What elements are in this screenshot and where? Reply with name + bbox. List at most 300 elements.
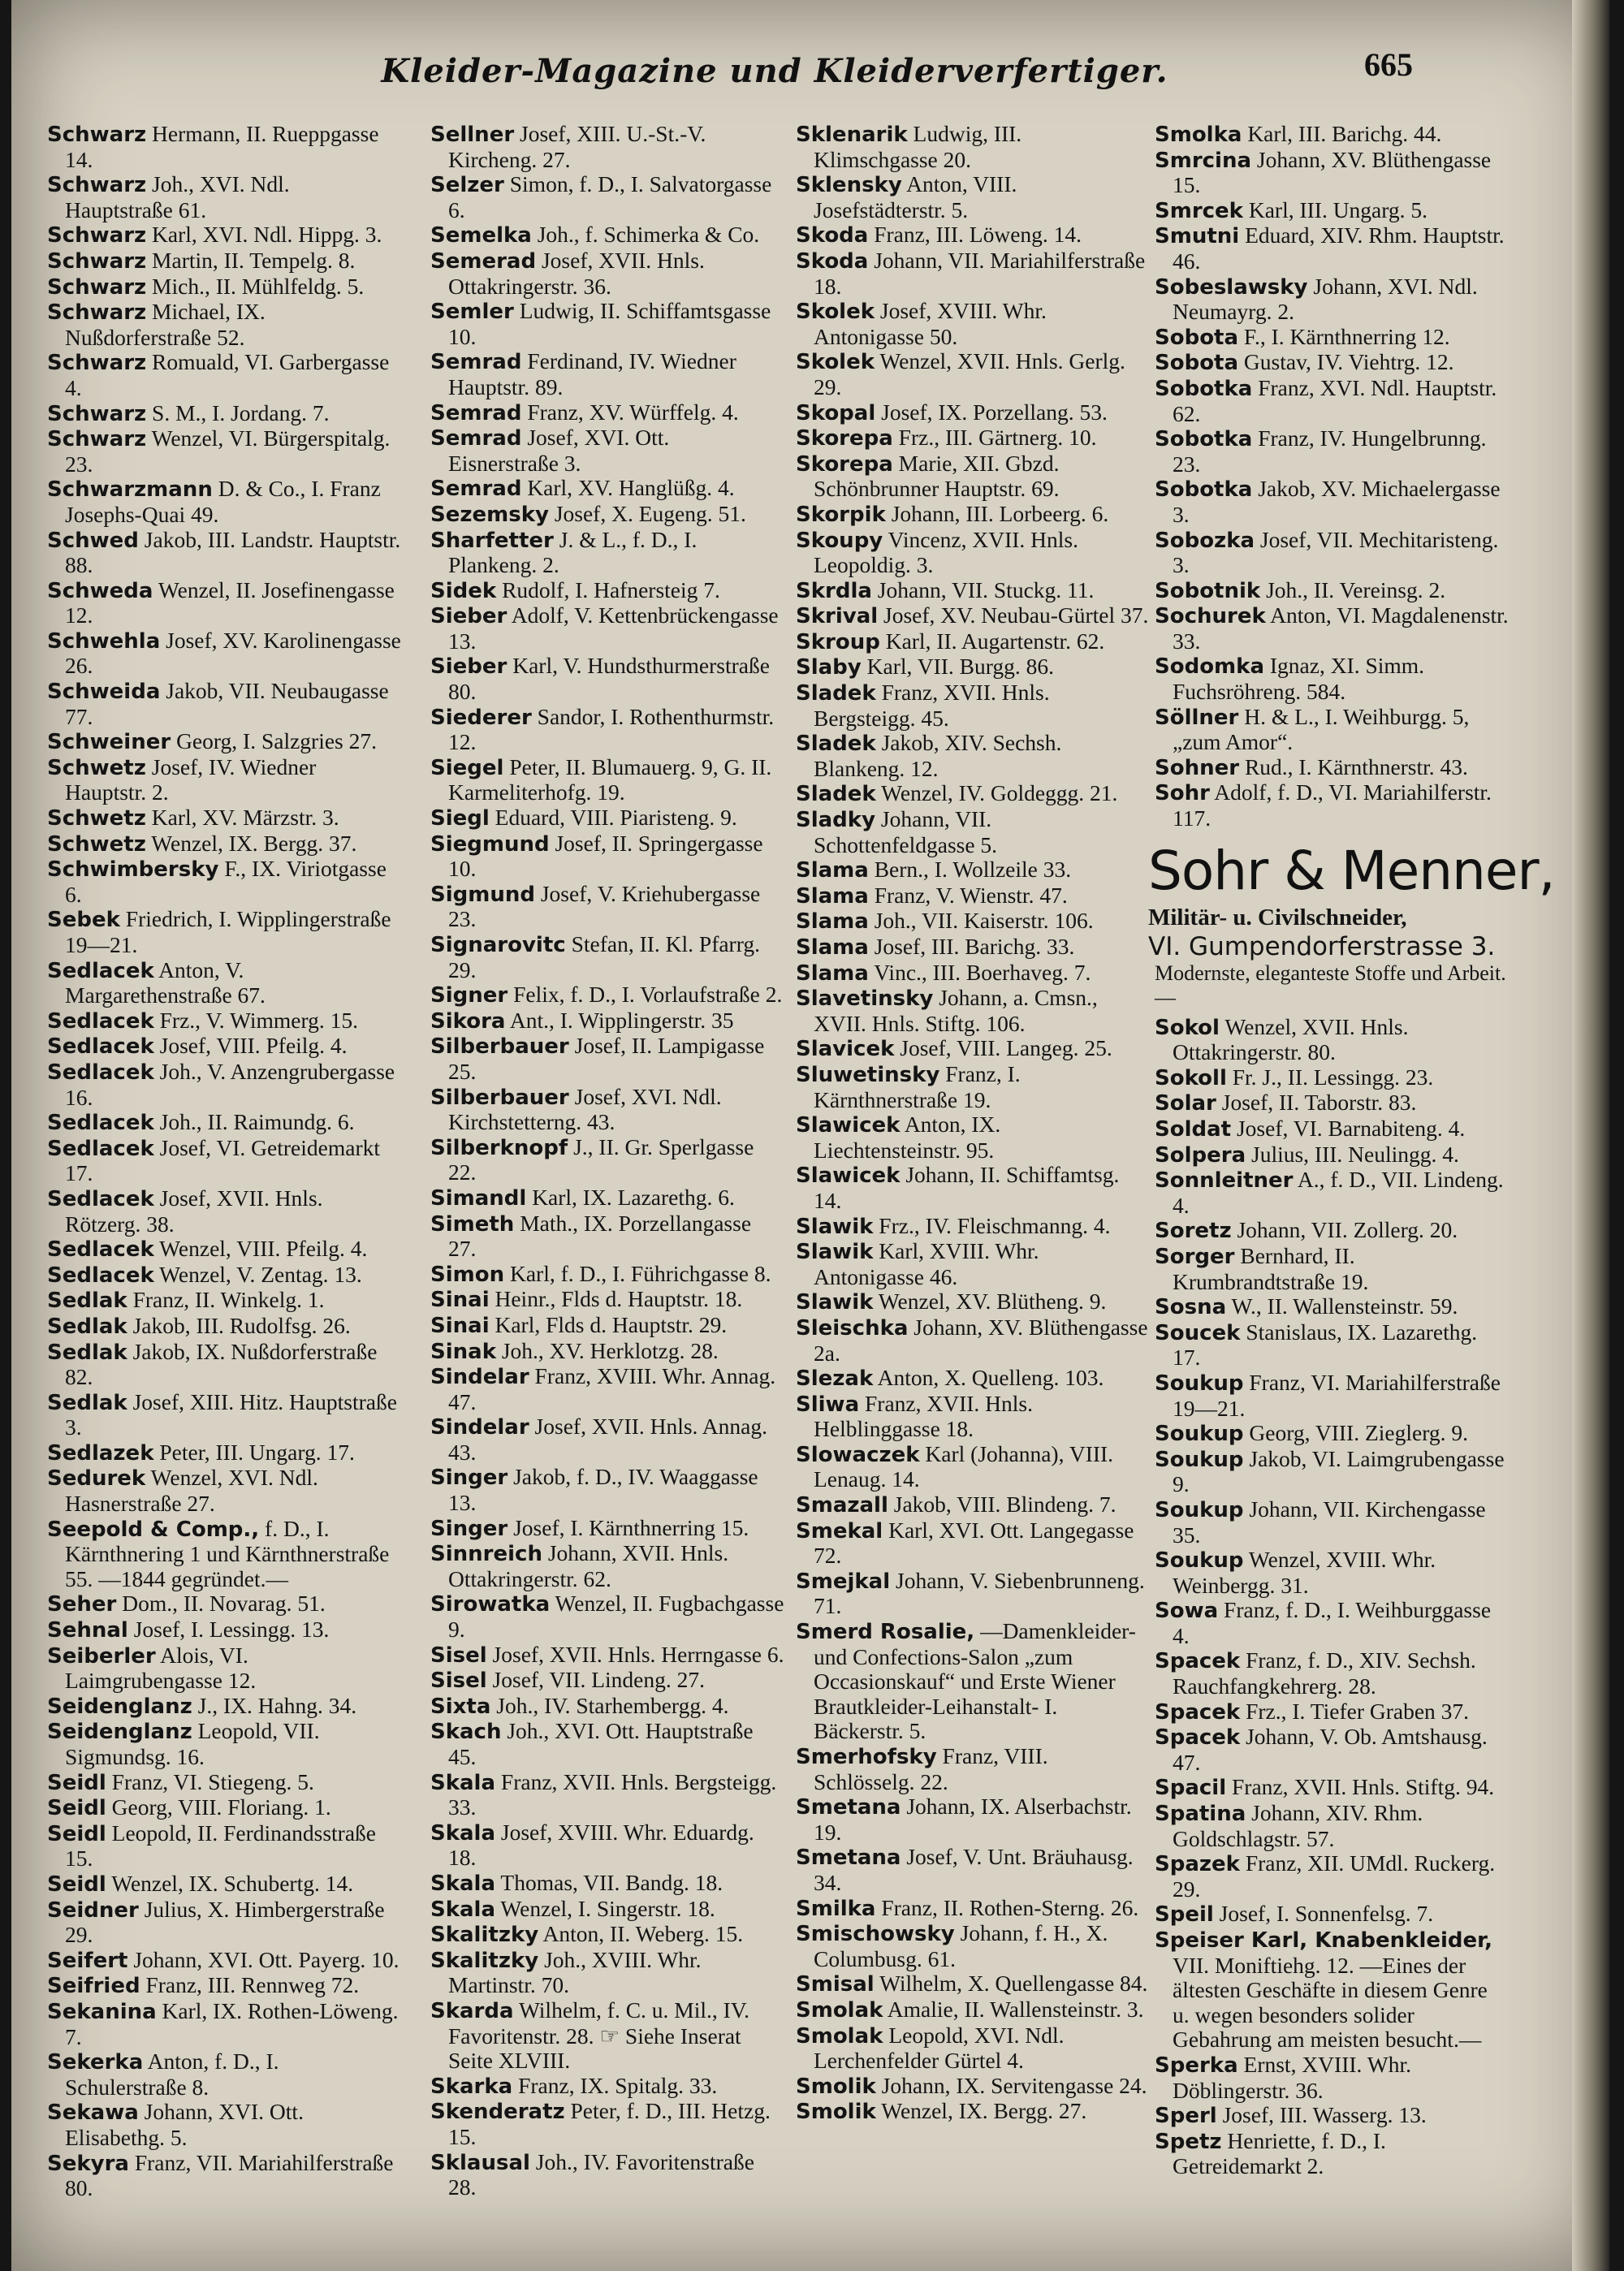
directory-entry <box>430 1262 784 1288</box>
directory-entry <box>47 1770 401 1796</box>
directory-entry <box>430 349 784 399</box>
entry-surname: Sobota <box>1155 351 1239 376</box>
directory-entry <box>430 1871 784 1897</box>
directory-entry <box>1155 1116 1509 1142</box>
directory-entry <box>796 1214 1150 1240</box>
directory-entry <box>796 1569 1150 1619</box>
directory-entry <box>47 1617 401 1643</box>
entry-surname: Schweda <box>47 578 153 603</box>
directory-entry <box>1155 274 1509 325</box>
entry-details: Adolf, f. D., VI. Mariahilferstr. 117. <box>1173 779 1492 831</box>
directory-entry <box>430 1668 784 1694</box>
entry-details: Romuald, VI. Garbergasse 4. <box>65 349 390 400</box>
entry-surname: Skach <box>430 1720 502 1745</box>
entry-surname: Slama <box>796 883 869 909</box>
entry-details: Johann, VII. Stuckg. 11. <box>877 576 1095 602</box>
entry-details: Johann, VII. Schottenfeldgasse 5. <box>814 806 998 857</box>
directory-entry <box>47 1719 401 1769</box>
advertisement <box>1148 839 1555 1010</box>
entry-details: Anton, f. D., I. Schulerstraße 8. <box>65 2049 279 2100</box>
entry-surname: Skala <box>430 1820 496 1846</box>
directory-entry <box>430 1465 784 1515</box>
directory-entry <box>47 1999 401 2049</box>
entry-details: Fr. J., II. Lessingg. 23. <box>1232 1064 1434 1090</box>
directory-entry <box>796 603 1150 629</box>
entry-surname: Semelka <box>430 223 532 248</box>
directory-entry <box>47 1517 401 1592</box>
entry-surname: Sochurek <box>1155 604 1266 629</box>
directory-entry <box>1155 1371 1509 1421</box>
entry-details: Joh., V. Anzengrubergasse 16. <box>65 1058 395 1110</box>
directory-entry <box>47 1288 401 1314</box>
entry-surname: Siegel <box>430 755 504 780</box>
entry-surname: Sonnleitner <box>1155 1168 1294 1194</box>
entry-details: Wilhelm, f. C. u. Mil., IV. Favoritenstr. 28. ☞ Siehe Inserat Seite XLVIII. <box>448 1997 750 2074</box>
directory-entry <box>796 857 1150 883</box>
directory-entry <box>47 222 401 248</box>
directory-entry <box>430 1998 784 2074</box>
entry-surname: Sokol <box>1155 1015 1220 1040</box>
advertisement-firm-name: Sohr & Menner, <box>1148 839 1555 902</box>
entry-details: Johann, XVI. Ott. Payerg. 10. <box>133 1946 400 1972</box>
entry-details: Franz, f. D., XIV. Sechsh. Rauchfangkehrerg. 28. <box>1173 1647 1476 1699</box>
directory-entry <box>430 1643 784 1669</box>
entry-details: Franz, XV. Würffelg. 4. <box>527 399 739 425</box>
entry-surname: Sidek <box>430 578 497 603</box>
directory-entry <box>1155 1294 1509 1320</box>
entry-details: Josef, XVII. Hnls. Herrngasse 6. <box>492 1641 784 1667</box>
entry-details: Karl, VII. Burgg. 86. <box>866 654 1055 680</box>
entry-details: Georg, VIII. Zieglerg. 9. <box>1249 1420 1468 1446</box>
entry-details: Josef, XVIII. Whr. Eduardg. 18. <box>448 1819 754 1871</box>
entry-details: Josef, V. Unt. Bräuhausg. 34. <box>814 1844 1134 1895</box>
directory-entry <box>430 1135 784 1185</box>
entry-details: Franz, III. Löweng. 14. <box>874 222 1082 248</box>
entry-surname: Seidenglanz <box>47 1694 192 1719</box>
directory-entry <box>1155 1725 1509 1775</box>
entry-surname: Skolek <box>796 350 875 375</box>
entry-details: Wenzel, IX. Bergg. 27. <box>881 2098 1087 2124</box>
entry-surname: Smischowsky <box>796 1922 955 1947</box>
directory-entry <box>1155 2129 1509 2179</box>
entry-details: Josef, II. Springergasse 10. <box>448 830 763 882</box>
entry-details: Wenzel, XVI. Ndl. Hasnerstraße 27. <box>65 1465 318 1517</box>
entry-surname: Schwarz <box>47 401 147 426</box>
directory-entry <box>47 755 401 805</box>
entry-surname: Sklausal <box>430 2150 530 2175</box>
directory-entry <box>430 1185 784 1211</box>
entry-surname: Solar <box>1155 1091 1216 1116</box>
entry-surname: Simeth <box>430 1211 515 1237</box>
entry-details: Ant., I. Wipplingerstr. 35 <box>509 1007 734 1033</box>
entry-surname: Smisal <box>796 1972 875 1997</box>
entry-surname: Sobotka <box>1155 427 1253 452</box>
directory-entry <box>1155 1142 1509 1168</box>
directory-entry <box>47 528 401 578</box>
entry-details: Josef, XVII. Hnls. Rötzerg. 38. <box>65 1185 323 1237</box>
entry-details: Josef, VII. Lindeng. 27. <box>492 1667 706 1693</box>
entry-surname: Sikora <box>430 1008 506 1034</box>
entry-details: Joh., II. Vereinsg. 2. <box>1266 576 1446 602</box>
entry-surname: Sobota <box>1155 325 1239 350</box>
entry-details: Wenzel, VI. Bürgerspitalg. 23. <box>65 425 391 477</box>
entry-surname: Slama <box>796 909 869 935</box>
entry-surname: Sedlacek <box>47 1008 154 1034</box>
entry-surname: Solpera <box>1155 1142 1246 1168</box>
entry-details: Ignaz, XI. Simm. Fuchsröhreng. 584. <box>1173 653 1425 705</box>
directory-entry <box>47 1440 401 1466</box>
directory-entry <box>796 1036 1150 1062</box>
directory-entry <box>796 1845 1150 1895</box>
directory-entry <box>47 578 401 628</box>
entry-details: Rudolf, I. Hafnersteig 7. <box>502 576 720 602</box>
entry-details: Franz, VI. Mariahilferstraße 19—21. <box>1173 1369 1501 1421</box>
entry-surname: Sedlak <box>47 1340 127 1365</box>
entry-surname: Seifert <box>47 1948 128 1973</box>
entry-surname: Smekal <box>796 1518 883 1544</box>
entry-details: Karl, XVI. Ndl. Hippg. 3. <box>152 222 382 248</box>
directory-entry <box>430 1922 784 1948</box>
directory-entry <box>796 1971 1150 1997</box>
directory-entry <box>1155 1598 1509 1648</box>
entry-surname: Spacek <box>1155 1649 1241 1674</box>
entry-details: Johann, XVI. Ott. Elisabethg. 5. <box>65 2099 304 2150</box>
directory-entry <box>796 1366 1150 1392</box>
directory-entry <box>47 300 401 350</box>
entry-details: Michael, IX. Nußdorferstraße 52. <box>65 299 266 350</box>
entry-details: Josef, VIII. Langeg. 25. <box>900 1035 1112 1061</box>
directory-entry <box>1155 1548 1509 1598</box>
entry-details: Josef, XVII. Hnls. Annag. 43. <box>448 1414 767 1465</box>
directory-entry <box>796 961 1150 987</box>
directory-entry <box>430 1516 784 1542</box>
entry-surname: Sobotka <box>1155 376 1253 401</box>
directory-entry <box>47 1110 401 1136</box>
page-number: 665 <box>1364 46 1413 83</box>
entry-surname: Seidenglanz <box>47 1720 192 1745</box>
entry-details: Josef, I. Sonnenfelsg. 7. <box>1219 1901 1434 1927</box>
entry-surname: Slama <box>796 961 869 986</box>
directory-entry <box>796 1921 1150 1971</box>
entry-details: Wenzel, II. Fugbachgasse 9. <box>448 1591 784 1643</box>
entry-surname: Sorger <box>1155 1244 1235 1269</box>
entry-details: Johann, a. Cmsn., XVII. Hnls. Stiftg. 106. <box>814 985 1098 1036</box>
entry-details: Leopold, VII. Sigmundsg. 16. <box>65 1718 320 1769</box>
entry-surname: Sedlak <box>47 1390 127 1415</box>
directory-entry <box>796 1492 1150 1518</box>
entry-surname: Slawicek <box>796 1164 901 1189</box>
advertisement-trade: Militär- u. Civilschneider, <box>1148 904 1407 930</box>
entry-details: f. D., I. Kärnthnering 1 und Kärnthnerstraße 55. —1844 gegründet.— <box>65 1515 390 1591</box>
entry-surname: Soukup <box>1155 1548 1244 1574</box>
entry-surname: Seidner <box>47 1898 139 1923</box>
directory-entry <box>47 729 401 755</box>
entry-details: Franz, I. Kärnthnerstraße 19. <box>814 1060 1021 1112</box>
entry-surname: Speil <box>1155 1902 1214 1928</box>
entry-surname: Signarovitc <box>430 933 566 957</box>
column-1 <box>47 122 401 2201</box>
page-header-title: Kleider-Magazine und Kleiderverfertiger. <box>381 52 1168 90</box>
directory-entry <box>430 805 784 831</box>
entry-details: Henriette, f. D., I. Getreidemarkt 2. <box>1173 2127 1386 2179</box>
entry-surname: Sekanina <box>47 1999 157 2024</box>
entry-surname: Sinak <box>430 1339 496 1364</box>
entry-details: Josef, XVIII. Whr. Antonigasse 50. <box>814 298 1047 349</box>
entry-details: Anton, VI. Magdalenenstr. 33. <box>1173 602 1509 654</box>
entry-details: D. & Co., I. Franz Josephs-Quai 49. <box>65 476 381 527</box>
entry-details: Jakob, IX. Nußdorferstraße 82. <box>65 1338 378 1390</box>
entry-details: Peter, f. D., III. Hetzg. 15. <box>448 2098 771 2149</box>
entry-surname: Sedlacek <box>47 958 154 983</box>
entry-surname: Sieber <box>430 604 508 629</box>
directory-entry <box>47 2151 401 2201</box>
entry-surname: Smrcina <box>1155 148 1252 173</box>
entry-surname: Schwetz <box>47 831 146 857</box>
directory-entry <box>796 807 1150 857</box>
directory-entry <box>1155 1015 1509 1065</box>
entry-details: Franz, XVIII. Whr. Annag. 47. <box>448 1363 776 1414</box>
entry-details: Josef, XVI. Ott. Eisnerstraße 3. <box>448 425 670 476</box>
entry-surname: Sedlazek <box>47 1440 154 1466</box>
directory-entry <box>430 222 784 248</box>
entry-surname: Sobeslawsky <box>1155 274 1308 300</box>
directory-entry <box>430 1770 784 1820</box>
directory-entry <box>430 578 784 604</box>
entry-details: Leopold, II. Ferdinandsstraße 15. <box>65 1820 376 1872</box>
entry-surname: Sperka <box>1155 2053 1238 2078</box>
entry-details: Johann, IX. Servitengasse 24. <box>881 2072 1147 2098</box>
directory-entry <box>796 935 1150 961</box>
directory-entry <box>430 1897 784 1923</box>
directory-entry <box>796 1619 1150 1744</box>
directory-entry <box>47 122 401 172</box>
directory-entry <box>430 122 784 172</box>
entry-details: Jakob, XIV. Sechsh. Blankeng. 12. <box>814 730 1062 781</box>
entry-surname: Skoda <box>796 248 869 274</box>
entry-surname: Slawik <box>796 1240 874 1265</box>
entry-details: Stanislaus, IX. Lazarethg. 17. <box>1173 1319 1478 1371</box>
directory-entry <box>796 122 1150 172</box>
entry-details: Franz, V. Wienstr. 47. <box>874 882 1068 908</box>
entry-surname: Sinnreich <box>430 1542 542 1567</box>
directory-entry <box>47 1008 401 1034</box>
entry-details: Wenzel, IV. Goldeggg. 21. <box>881 780 1118 806</box>
directory-entry <box>796 528 1150 578</box>
entry-surname: Skoupy <box>796 528 883 553</box>
entry-details: Joh., XVI. Ott. Hauptstraße 45. <box>448 1718 754 1769</box>
directory-entry <box>47 1237 401 1263</box>
entry-details: Johann, III. Lorbeerg. 6. <box>891 500 1109 526</box>
entry-details: Wenzel, IX. Schubertg. 14. <box>111 1870 354 1896</box>
entry-details: Josef, VII. Mechitaristeng. 3. <box>1173 526 1499 578</box>
entry-surname: Sinai <box>430 1288 490 1313</box>
directory-entry <box>430 1034 784 1084</box>
directory-entry <box>796 1112 1150 1163</box>
entry-surname: Skrival <box>796 604 879 629</box>
directory-entry <box>1155 1218 1509 1244</box>
entry-details: J. & L., f. D., I. Plankeng. 2. <box>448 526 698 578</box>
entry-surname: Seher <box>47 1592 117 1617</box>
entry-details: Karl, V. Hundsthurmerstraße 80. <box>448 653 770 705</box>
entry-surname: Schwarz <box>47 351 147 376</box>
entry-surname: Soukup <box>1155 1422 1244 1447</box>
entry-details: Josef, XV. Neubau-Gürtel 37. <box>883 602 1149 628</box>
entry-surname: Slawik <box>796 1290 874 1315</box>
directory-entry <box>47 1314 401 1340</box>
directory-entry <box>47 172 401 222</box>
directory-entry <box>796 680 1150 731</box>
entry-surname: Slowaczek <box>796 1442 920 1467</box>
entry-surname: Slawicek <box>796 1113 901 1138</box>
entry-surname: Simon <box>430 1262 505 1287</box>
entry-surname: Silberbauer <box>430 1085 569 1110</box>
entry-details: Josef, III. Wasserg. 13. <box>1222 2102 1427 2128</box>
directory-entry <box>796 172 1150 222</box>
directory-entry <box>796 1518 1150 1569</box>
directory-entry <box>47 1973 401 1999</box>
entry-details: Johann, XV. Blüthengasse 2a. <box>814 1314 1148 1366</box>
entry-surname: Skorpik <box>796 502 886 527</box>
entry-details: Joh., XVI. Ndl. Hauptstraße 61. <box>65 171 290 222</box>
entry-details: Peter, II. Blumauerg. 9, G. II. Karmeliterhofg. 19. <box>448 753 772 805</box>
entry-details: Gustav, IV. Viehtrg. 12. <box>1243 349 1454 375</box>
entry-details: J., IX. Hahng. 34. <box>197 1692 357 1718</box>
directory-entry <box>796 400 1150 426</box>
entry-surname: Spacil <box>1155 1776 1227 1801</box>
directory-entry <box>1155 1801 1509 1851</box>
entry-surname: Sisel <box>430 1643 487 1668</box>
entry-surname: Smolik <box>796 2100 876 2125</box>
entry-surname: Sladek <box>796 681 876 706</box>
entry-details: Frz., III. Gärtnerg. 10. <box>898 425 1097 451</box>
directory-entry <box>430 2099 784 2149</box>
entry-surname: Sehnal <box>47 1618 128 1643</box>
entry-surname: Sedlacek <box>47 1111 154 1136</box>
entry-details: Bern., I. Wollzeile 33. <box>874 857 1072 883</box>
directory-entry <box>796 909 1150 935</box>
entry-surname: Smetana <box>796 1795 901 1820</box>
entry-surname: Soukup <box>1155 1371 1244 1396</box>
entry-surname: Smolak <box>796 2023 883 2049</box>
directory-entry <box>47 1795 401 1821</box>
entry-surname: Spacek <box>1155 1699 1241 1725</box>
entry-surname: Smolka <box>1155 123 1242 147</box>
entry-surname: Skorepa <box>796 451 893 477</box>
entry-details: Johann, XV. Blüthengasse 15. <box>1173 146 1492 198</box>
directory-entry <box>430 2150 784 2200</box>
entry-details: S. M., I. Jordang. 7. <box>152 399 330 425</box>
entry-details: Johann, VII. Mariahilferstraße 18. <box>814 247 1146 299</box>
column-4 <box>1148 121 1555 2179</box>
entry-details: Marie, XII. Gbzd. Schönbrunner Hauptstr. 69. <box>814 450 1060 502</box>
directory-entry <box>430 755 784 805</box>
directory-entry <box>47 1872 401 1898</box>
directory-entry <box>796 731 1150 781</box>
entry-details: Johann, XIV. Rhm. Goldschlagstr. 57. <box>1173 1800 1423 1851</box>
entry-surname: Semrad <box>430 477 522 502</box>
directory-entry <box>430 932 784 982</box>
entry-surname: Schwarz <box>47 223 147 248</box>
directory-entry <box>1155 1447 1509 1497</box>
entry-surname: Sleischka <box>796 1315 909 1341</box>
directory-entry <box>47 831 401 857</box>
entry-surname: Soukup <box>1155 1497 1244 1522</box>
directory-entry <box>796 248 1150 299</box>
directory-entry <box>796 1442 1150 1492</box>
directory-entry <box>47 426 401 477</box>
directory-entry <box>47 857 401 907</box>
directory-entry <box>796 654 1150 680</box>
entry-surname: Skala <box>430 1897 496 1922</box>
entry-surname: Soldat <box>1155 1117 1232 1142</box>
directory-entry <box>47 907 401 957</box>
entry-details: Franz, II. Winkelg. 1. <box>132 1287 325 1313</box>
entry-details: W., II. Wallensteinstr. 59. <box>1231 1293 1458 1319</box>
entry-details: Dom., II. Novarag. 51. <box>122 1591 326 1617</box>
entry-details: Leopold, XVI. Ndl. Lerchenfelder Gürtel 4. <box>814 2022 1065 2074</box>
entry-surname: Smrcek <box>1155 198 1243 223</box>
directory-entry <box>796 299 1150 349</box>
entry-surname: Smerhofsky <box>796 1745 937 1769</box>
entry-surname: Sodomka <box>1155 654 1264 680</box>
entry-details: Josef, XVI. Ndl. Kirchstetterng. 43. <box>448 1083 722 1135</box>
entry-surname: Seifried <box>47 1974 140 1999</box>
entry-details: Joh., f. Schimerka & Co. <box>537 222 760 248</box>
entry-surname: Seidl <box>47 1796 106 1821</box>
entry-details: Karl, IX. Rothen-Löweng. 7. <box>65 1997 399 2049</box>
entry-details: Karl, XVI. Ott. Langegasse 72. <box>814 1517 1134 1569</box>
entry-surname: Spazek <box>1155 1852 1240 1877</box>
entry-surname: Schwarz <box>47 427 147 452</box>
entry-surname: Sirowatka <box>430 1592 551 1617</box>
entry-surname: Skrdla <box>796 578 872 603</box>
entry-surname: Slawik <box>796 1214 874 1239</box>
entry-details: Josef, I. Kärnthnerring 15. <box>513 1514 749 1540</box>
entry-surname: Slezak <box>796 1366 874 1392</box>
entry-details: Karl, IX. Lazarethg. 6. <box>532 1184 735 1210</box>
directory-entry <box>430 400 784 426</box>
directory-entry <box>1155 1065 1509 1091</box>
advertisement-address: VI. Gumpendorferstrasse 3. <box>1148 931 1496 961</box>
entry-details: Karl, Flds d. Hauptstr. 29. <box>495 1311 728 1337</box>
entry-details: Wenzel, XV. Blütheng. 9. <box>878 1289 1107 1315</box>
entry-details: Johann, VII. Zollerg. 20. <box>1237 1217 1458 1243</box>
entry-details: Mich., II. Mühlfeldg. 5. <box>152 273 365 299</box>
entry-details: Josef, IV. Wiedner Hauptstr. 2. <box>65 753 317 805</box>
entry-details: Josef, XIII. Hitz. Hauptstraße 3. <box>65 1388 397 1440</box>
directory-entry <box>1155 1902 1509 1928</box>
entry-details: Josef, VI. Barnabiteng. 4. <box>1236 1116 1466 1141</box>
entry-details: Franz, VIII. Schlösselg. 22. <box>814 1743 1048 1794</box>
entry-surname: Sliwa <box>796 1392 860 1417</box>
directory-entry <box>47 401 401 427</box>
entry-details: Wenzel, IX. Bergg. 37. <box>151 830 357 856</box>
entry-surname: Skoda <box>796 223 869 248</box>
entry-details: Martin, II. Tempelg. 8. <box>152 247 356 273</box>
directory-entry <box>796 1997 1150 2023</box>
entry-details: Eduard, VIII. Piaristeng. 9. <box>495 805 737 831</box>
entry-details: Karl (Johanna), VIII. Lenaug. 14. <box>814 1440 1114 1492</box>
directory-entry <box>796 502 1150 528</box>
entry-details: Eduard, XIV. Rhm. Hauptstr. 46. <box>1173 222 1505 274</box>
directory-entry <box>1155 1497 1509 1548</box>
directory-entry <box>430 982 784 1008</box>
directory-entry <box>796 1163 1150 1213</box>
directory-entry <box>796 2074 1150 2100</box>
entry-surname: Sluwetinsky <box>796 1062 940 1087</box>
entry-surname: Smejkal <box>796 1569 891 1594</box>
directory-entry <box>1155 1699 1509 1725</box>
